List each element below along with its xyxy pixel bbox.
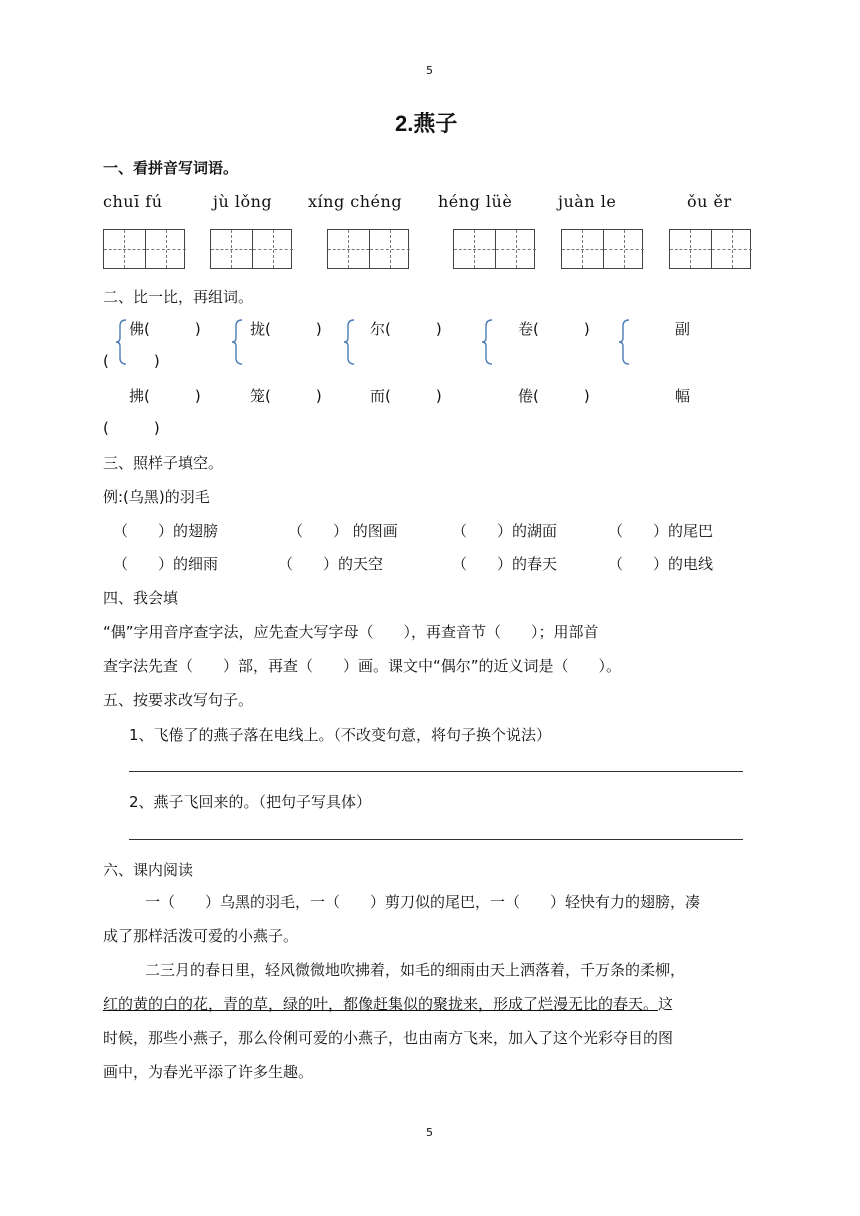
compare-word: 拂( ) bbox=[129, 387, 201, 405]
compare-word: 拢( ) bbox=[250, 320, 322, 338]
writing-grid[interactable] bbox=[327, 229, 409, 269]
fill-phrase: （ ）的天空 bbox=[278, 555, 384, 573]
compare-word: 尔( ) bbox=[370, 320, 442, 338]
rewrite-question: 1、飞倦了的燕子落在电线上。（不改变句意，将句子换个说法） bbox=[129, 726, 552, 744]
rewrite-question: 2、燕子飞回来的。（把句子写具体） bbox=[129, 793, 372, 811]
pinyin-3: xíng chéng bbox=[308, 192, 403, 211]
section5-heading: 五、按要求改写句子。 bbox=[103, 691, 254, 709]
brace-icon bbox=[617, 318, 629, 366]
section1-heading: 一、看拼音写词语。 bbox=[103, 159, 239, 177]
fill-phrase: （ ）的翅膀 bbox=[113, 522, 219, 540]
pinyin-6: ǒu ěr bbox=[687, 192, 732, 211]
compare-word: 卷( ) bbox=[518, 320, 590, 338]
page-title: 2.燕子 bbox=[395, 111, 458, 136]
compare-word: 笼( ) bbox=[250, 387, 322, 405]
section4-line: “偶”字用音序查字法，应先查大写字母（ ），再查音节（ ）；用部首 bbox=[103, 623, 599, 641]
writing-grid[interactable] bbox=[103, 229, 185, 269]
compare-word: 而( ) bbox=[370, 387, 442, 405]
answer-line[interactable] bbox=[129, 839, 743, 840]
reading-text: 这 bbox=[658, 995, 674, 1013]
pinyin-2: jù lǒng bbox=[213, 192, 273, 211]
writing-grid[interactable] bbox=[210, 229, 292, 269]
compare-word-wrap: ( ) bbox=[103, 352, 160, 370]
underlined-sentence: 红的黄的白的花，青的草，绿的叶，都像赶集似的聚拢来，形成了烂漫无比的春天。 bbox=[103, 995, 659, 1013]
fill-phrase: （ ）的电线 bbox=[608, 555, 714, 573]
fill-phrase: （ ） 的图画 bbox=[288, 522, 398, 540]
pinyin-5: juàn le bbox=[558, 192, 617, 211]
reading-line bbox=[103, 993, 673, 1014]
brace-icon bbox=[342, 318, 354, 366]
writing-grid[interactable] bbox=[669, 229, 751, 269]
writing-grid[interactable] bbox=[561, 229, 643, 269]
section6-heading: 六、课内阅读 bbox=[103, 861, 194, 879]
brace-icon bbox=[230, 318, 242, 366]
section2-heading: 二、比一比，再组词。 bbox=[103, 288, 254, 306]
compare-word: 副 bbox=[675, 320, 691, 338]
reading-line: 成了那样活泼可爱的小燕子。 bbox=[103, 927, 299, 945]
compare-word: 倦( ) bbox=[518, 387, 590, 405]
section3-heading: 三、照样子填空。 bbox=[103, 454, 224, 472]
section4-line: 查字法先查（ ）部，再查（ ）画。课文中“偶尔”的近义词是（ ）。 bbox=[103, 657, 622, 675]
fill-phrase: （ ）的春天 bbox=[452, 555, 558, 573]
compare-word: 幅 bbox=[675, 387, 691, 405]
answer-line[interactable] bbox=[129, 771, 743, 772]
page-number-top: 5 bbox=[426, 64, 433, 77]
writing-grid[interactable] bbox=[453, 229, 535, 269]
reading-line: 时候，那些小燕子，那么伶俐可爱的小燕子，也由南方飞来，加入了这个光彩夺目的图 bbox=[103, 1029, 674, 1047]
reading-line: 一（ ）乌黑的羽毛，一（ ）剪刀似的尾巴，一（ ）轻快有力的翅膀，凑 bbox=[145, 893, 701, 911]
compare-word-wrap: ( ) bbox=[103, 419, 160, 437]
fill-phrase: （ ）的尾巴 bbox=[608, 522, 714, 540]
pinyin-4: héng lüè bbox=[438, 192, 513, 211]
reading-line: 画中，为春光平添了许多生趣。 bbox=[103, 1063, 314, 1081]
brace-icon bbox=[480, 318, 492, 366]
reading-line: 二三月的春日里，轻风微微地吹拂着，如毛的细雨由天上洒落着，千万条的柔柳， bbox=[145, 961, 686, 979]
section4-heading: 四、我会填 bbox=[103, 589, 179, 607]
fill-phrase: （ ）的细雨 bbox=[113, 555, 219, 573]
pinyin-1: chuī fú bbox=[103, 192, 163, 211]
section3-example: 例:(乌黑)的羽毛 bbox=[103, 488, 210, 506]
page-number-bottom: 5 bbox=[426, 1126, 433, 1139]
fill-phrase: （ ）的湖面 bbox=[452, 522, 558, 540]
compare-word: 佛( ) bbox=[129, 320, 201, 338]
